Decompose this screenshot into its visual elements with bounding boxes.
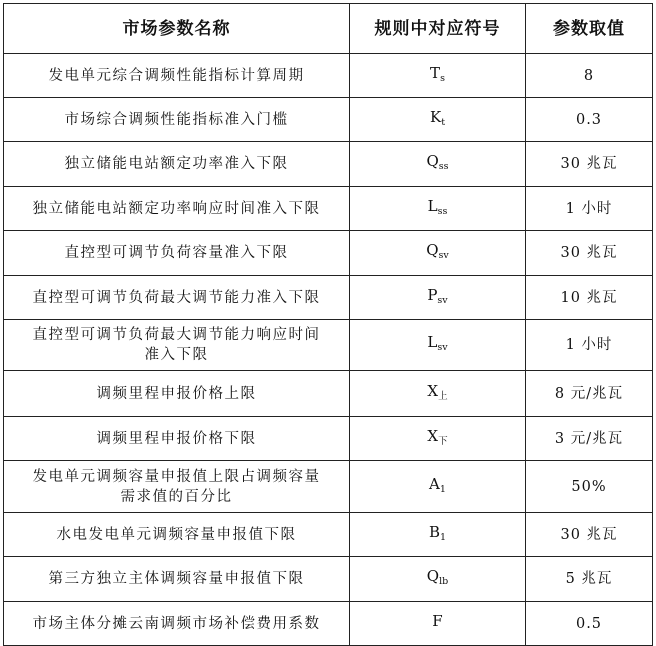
symbol-letter: T: [430, 63, 441, 82]
table-row: [4, 98, 653, 142]
value-cell: 0.3: [526, 98, 653, 142]
symbol-cell: [350, 276, 526, 320]
value-cell: 5 兆瓦: [526, 557, 653, 602]
symbol-letter: B: [428, 522, 440, 541]
symbol-letter: F: [432, 611, 443, 630]
param-name-cell: 发电单元调频容量申报值上限占调频容量 需求值的百分比: [4, 461, 350, 513]
table-row: [4, 417, 653, 461]
value-cell: 8: [526, 54, 653, 98]
symbol-cell: [350, 461, 526, 513]
symbol-letter: Q: [426, 567, 440, 585]
param-name-cell: 直控型可调节负荷最大调节能力准入下限: [4, 276, 350, 320]
symbol-cell: [350, 371, 526, 417]
header-symbol: 规则中对应符号: [350, 4, 526, 54]
table-row: [4, 320, 653, 371]
symbol-letter: P: [427, 285, 438, 304]
param-name-cell: 独立储能电站额定功率准入下限: [4, 142, 350, 187]
value-cell: 8 元/兆瓦: [526, 371, 653, 417]
param-name-cell: 独立储能电站额定功率响应时间准入下限: [4, 187, 350, 231]
table-row: [4, 371, 653, 417]
symbol-subscript: t: [441, 116, 446, 128]
table-row: [4, 602, 653, 646]
symbol-letter: Q: [426, 241, 439, 259]
param-name-cell: 市场主体分摊云南调频市场补偿费用系数: [4, 602, 350, 646]
symbol-letter: X: [427, 381, 439, 400]
symbol-cell: [350, 320, 526, 371]
table-row: [4, 231, 653, 276]
value-cell: 30 兆瓦: [526, 142, 653, 187]
value-cell: 30 兆瓦: [526, 231, 653, 276]
param-name-cell: 调频里程申报价格上限: [4, 371, 350, 417]
parameter-table: [3, 3, 653, 646]
symbol-letter: X: [427, 426, 439, 445]
symbol-subscript: 下: [438, 435, 448, 447]
param-name-cell: 调频里程申报价格下限: [4, 417, 350, 461]
header-param-name: 市场参数名称: [4, 4, 350, 54]
symbol-cell: [350, 231, 526, 276]
symbol-subscript: ss: [437, 205, 448, 217]
table-row: [4, 513, 653, 557]
value-cell: 1 小时: [526, 320, 653, 371]
symbol-subscript: 1: [439, 483, 446, 495]
param-name-cell: 水电发电单元调频容量申报值下限: [4, 513, 350, 557]
symbol-letter: A: [429, 474, 440, 493]
symbol-letter: Q: [426, 152, 439, 170]
symbol-cell: [350, 54, 526, 98]
value-cell: 3 元/兆瓦: [526, 417, 653, 461]
value-cell: 30 兆瓦: [526, 513, 653, 557]
value-cell: 1 小时: [526, 187, 653, 231]
table-row: [4, 54, 653, 98]
symbol-subscript: lb: [439, 576, 449, 587]
value-cell: 0.5: [526, 602, 653, 646]
symbol-cell: [350, 513, 526, 557]
table-header-row: [4, 4, 653, 54]
symbol-cell: [350, 417, 526, 461]
symbol-subscript: ss: [438, 161, 449, 172]
table-row: [4, 461, 653, 513]
param-name-cell: 发电单元综合调频性能指标计算周期: [4, 54, 350, 98]
symbol-subscript: sv: [437, 294, 448, 306]
symbol-cell: [350, 98, 526, 142]
param-name-cell: 直控型可调节负荷容量准入下限: [4, 231, 350, 276]
param-name-cell: 第三方独立主体调频容量申报值下限: [4, 557, 350, 602]
table-row: [4, 557, 653, 602]
symbol-subscript: s: [440, 72, 445, 84]
value-cell: 50%: [526, 461, 653, 513]
param-name-cell: 市场综合调频性能指标准入门槛: [4, 98, 350, 142]
symbol-letter: L: [427, 196, 438, 215]
symbol-cell: [350, 142, 526, 187]
symbol-cell: [350, 557, 526, 602]
table-row: [4, 276, 653, 320]
symbol-subscript: 上: [438, 390, 448, 402]
symbol-subscript: 1: [439, 531, 447, 543]
param-name-cell: 直控型可调节负荷最大调节能力响应时间 准入下限: [4, 320, 350, 371]
symbol-letter: K: [429, 107, 442, 126]
symbol-cell: [350, 602, 526, 646]
header-value: 参数取值: [526, 4, 653, 54]
table-row: [4, 142, 653, 187]
symbol-subscript: sv: [438, 250, 449, 261]
value-cell: 10 兆瓦: [526, 276, 653, 320]
symbol-letter: L: [427, 333, 438, 351]
symbol-subscript: sv: [437, 342, 448, 353]
table-row: [4, 187, 653, 231]
symbol-cell: [350, 187, 526, 231]
